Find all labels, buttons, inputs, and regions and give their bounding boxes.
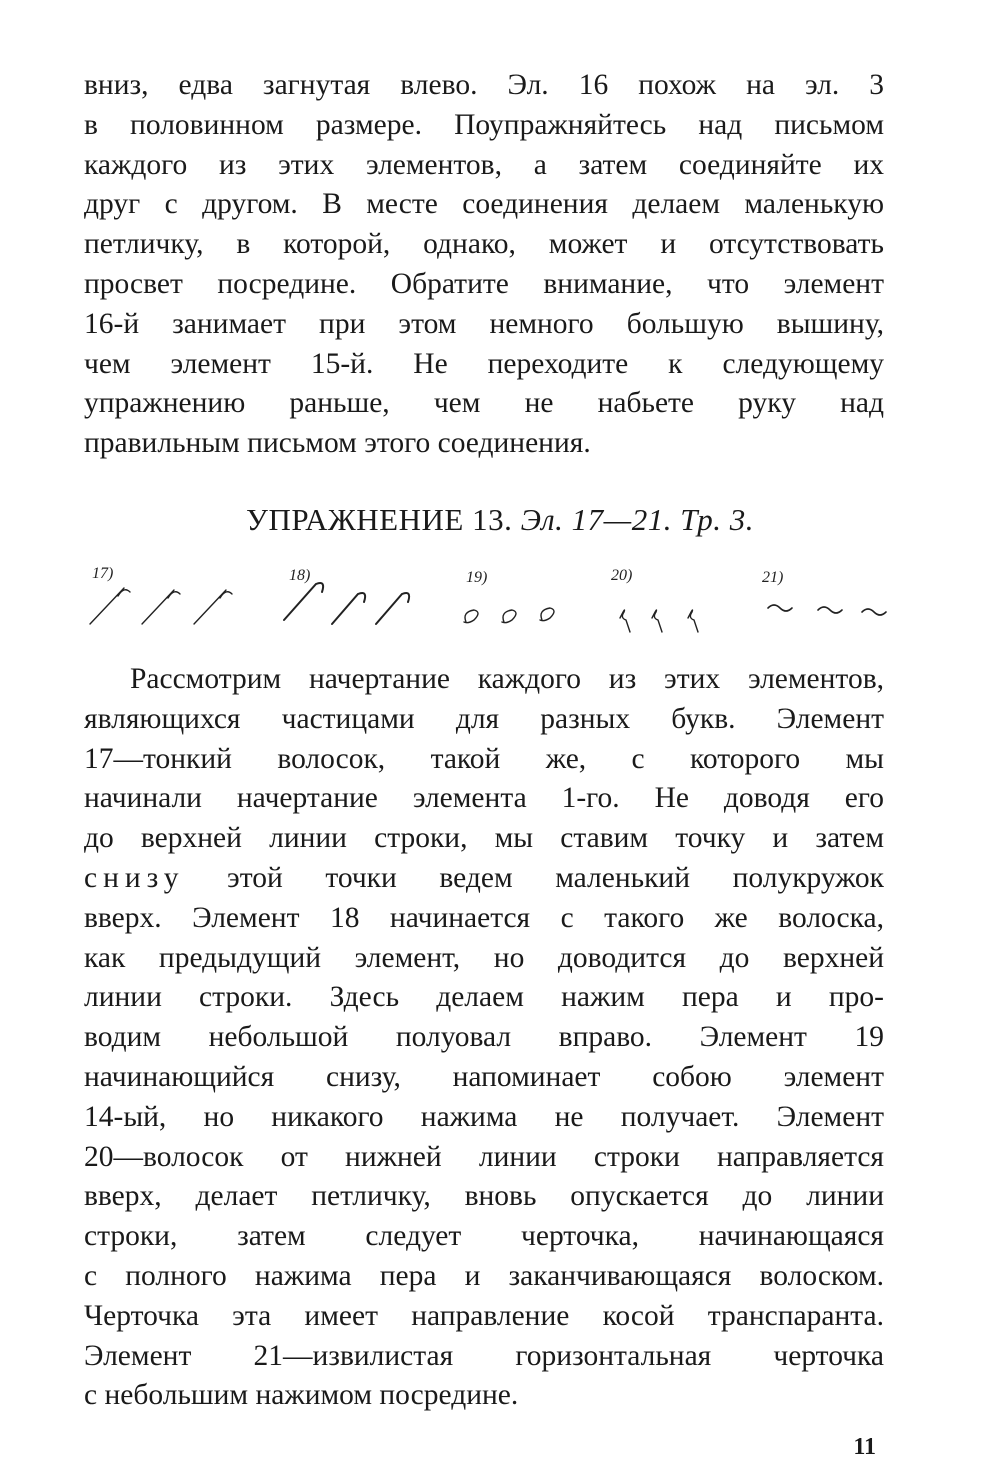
text-line: Элемент 21—извилистая горизонтальная черточка xyxy=(84,1339,884,1372)
text-line: строки, затем следует черточка, начинающаяся xyxy=(84,1220,884,1253)
text-line: 14-ый, но никакого нажима не получает. Элемент xyxy=(84,1100,884,1133)
text-line: друг с другом. В месте соединения делаем маленькую xyxy=(84,188,884,221)
text-line: 20—волосок от нижней линии строки направляется xyxy=(84,1140,884,1173)
text-line: упражнению раньше, чем не набьете руку над xyxy=(84,387,884,420)
page-number: 11 xyxy=(853,1434,876,1460)
element-19-glyph xyxy=(464,608,554,623)
element-21-glyph xyxy=(768,605,886,615)
handwriting-specimen xyxy=(84,560,904,640)
text-line: с полного нажима пера и заканчивающаяся волоском. xyxy=(84,1259,884,1292)
specimen-label-21: 21) xyxy=(762,569,784,586)
element-17-glyph xyxy=(90,588,232,624)
paragraph-bottom xyxy=(84,660,884,1416)
text-line: в половинном размере. Поупражняйтесь над письмом xyxy=(84,108,884,141)
text-line: 17—тонкий волосок, такой же, с которого мы xyxy=(84,742,884,775)
text-line: линии строки. Здесь делаем нажим пера и про- xyxy=(84,981,884,1014)
text-line: просвет посредине. Обратите внимание, что элемент xyxy=(84,267,884,300)
text-line: чем элемент 15-й. Не переходите к следующему xyxy=(84,347,884,380)
exercise-title: УПРАЖНЕНИЕ 13. xyxy=(246,502,513,537)
specimen-label-18: 18) xyxy=(289,567,311,584)
text-line: Черточка эта имеет направление косой транспаранта. xyxy=(84,1299,884,1332)
text-line: как предыдущий элемент, но доводится до верхней xyxy=(84,941,884,974)
text-line: являющихся частицами для разных букв. Элемент xyxy=(84,702,884,735)
text-line: 16-й занимает при этом немного большую вышину, xyxy=(84,307,884,340)
specimen-label-19: 19) xyxy=(466,569,488,586)
exercise-transparency: Тр. 3. xyxy=(680,502,754,537)
specimen-label-17: 17) xyxy=(92,565,114,582)
text-line: правильным письмом этого соединения. xyxy=(84,427,591,460)
text-line: вверх. Элемент 18 начинается с такого же волоска, xyxy=(84,901,884,934)
element-18-glyph xyxy=(284,583,409,624)
text-line: начинали начертание элемента 1-го. Не доводя его xyxy=(84,782,884,815)
text-line-spaced: снизу этой точки ведем маленький полукружок xyxy=(84,861,884,894)
specimen-label-20: 20) xyxy=(611,567,633,584)
text-line: с небольшим нажимом посредине. xyxy=(84,1379,519,1412)
text-line: вверх, делает петличку, вновь опускается до линии xyxy=(84,1180,884,1213)
paragraph-top xyxy=(84,66,884,464)
exercise-elements: Эл. 17—21. xyxy=(520,502,672,537)
text-line: петличку, в которой, однако, может и отсутствовать xyxy=(84,228,884,261)
text-line: Рассмотрим начертание каждого из этих элементов, xyxy=(130,663,884,695)
text-line: вниз, едва загнутая влево. Эл. 16 похож на эл. 3 xyxy=(84,69,884,101)
text-line: каждого из этих элементов, а затем соединяйте их xyxy=(84,148,884,181)
text-line: до верхней линии строки, мы ставим точку и затем xyxy=(84,822,884,855)
spaced-word: снизу xyxy=(84,861,185,894)
text-line: водим небольшой полуовал вправо. Элемент 19 xyxy=(84,1021,884,1054)
text-line: начинающийся снизу, напоминает собою элемент xyxy=(84,1060,884,1093)
exercise-heading xyxy=(0,502,1000,538)
element-20-glyph xyxy=(620,610,698,632)
